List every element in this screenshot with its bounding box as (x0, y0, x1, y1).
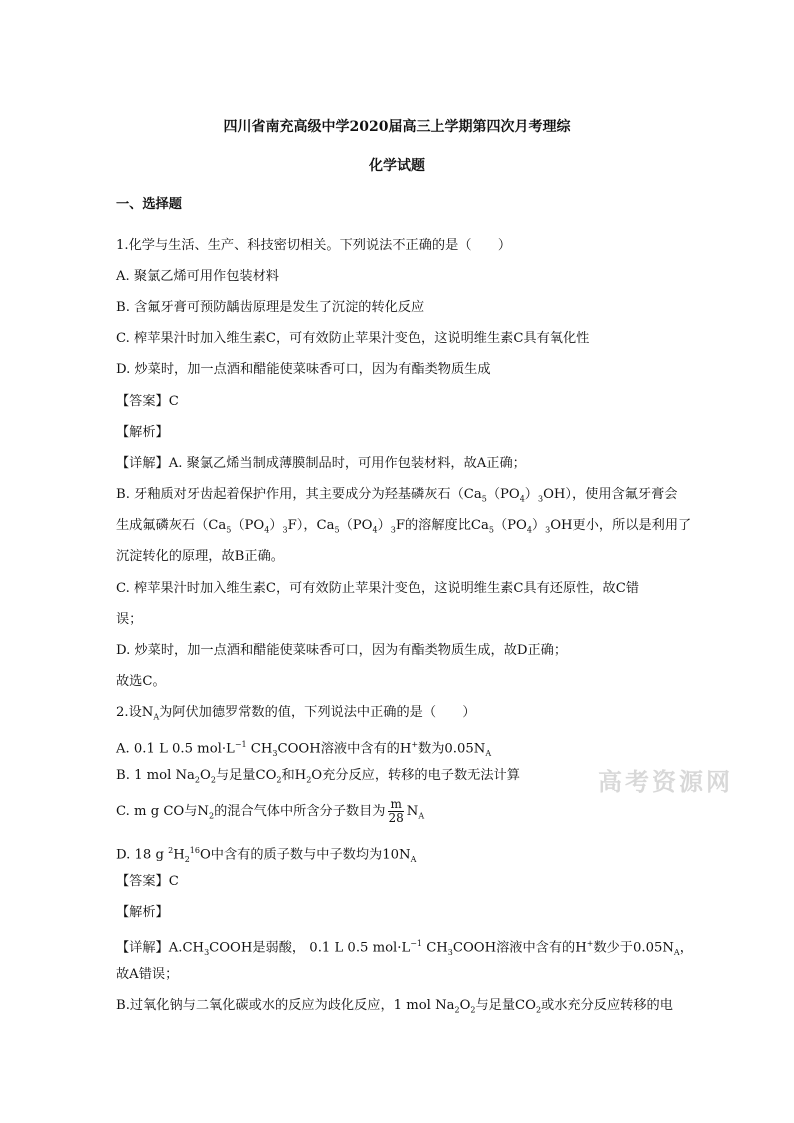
fraction-m-over-28: $\frac{m}{28}$ (388, 797, 404, 825)
q2-option-a: A. 0.1 L 0.5 $mol\cdot L^{-1}$ $CH_3COOH$溶液中含有的H+数为$0.05N_A$ (116, 740, 492, 759)
document-title: 四川省南充高级中学2020届高三上学期第四次月考理综 (223, 119, 571, 135)
q1-detail-b-line2: 生成氟磷灰石$(Ca_5(PO_4)_3F)$，$Ca_5(PO_4)_3F$的溶解度比$Ca_5(PO_4)_3OH$更小，所以是利用了 (116, 518, 692, 535)
q1-answer: 【答案】C (116, 394, 179, 409)
q2-analysis-label: 【解析】 (116, 905, 169, 920)
q1-option-b: B. 含氟牙膏可预防龋齿原理是发生了沉淀的转化反应 (116, 300, 425, 315)
q2-option-c: C. m g CO与$N_2$的混合气体中所含分子数目为 $\frac{m}{28}$ $N_A$ (116, 797, 425, 825)
q1-option-a: A. 聚氯乙烯可用作包装材料 (116, 269, 279, 284)
q2-detail-a-line1: 【详解】$A.CH_3COOH$是弱酸， 0.1 L 0.5 $mol\cdot L^{-1}$ $CH_3COOH$溶液中含有的H+数少于$0.05N_A$， (116, 939, 693, 958)
document-subtitle: 化学试题 (369, 158, 425, 174)
q1-conclusion: 故选C。 (116, 674, 166, 689)
q2-stem: 2.设$N_A$为阿伏加德罗常数的值，下列说法中正确的是（ ） (116, 705, 476, 722)
q1-detail-b-line1: B. 牙釉质对牙齿起着保护作用，其主要成分为羟基磷灰石$(Ca_5(PO_4)_3OH)$，使用含氟牙膏会 (116, 487, 678, 504)
q1-detail-c-line1: C. 榨苹果汁时加入维生素C，可有效防止苹果汁变色，这说明维生素C具有还原性，故C错 (116, 581, 640, 596)
q2-detail-a-line2: 故A错误； (116, 967, 179, 982)
q2-option-d: D. 18 g $^2H_2^{16}O$中含有的质子数与中子数均为$10N_A$ (116, 846, 417, 865)
q2-option-b: B. 1 mol $Na_2O_2$与足量$CO_2$和$H_2O$充分反应，转移的电子数无法计算 (116, 768, 520, 785)
q2-detail-b: B.过氧化钠与二氧化碳或水的反应为歧化反应，1 mol $Na_2O_2$与足量$CO_2$或水充分反应转移的电 (116, 998, 673, 1015)
q1-detail-a: 【详解】A. 聚氯乙烯当制成薄膜制品时，可用作包装材料，故A正确； (116, 456, 526, 471)
q1-analysis-label: 【解析】 (116, 425, 169, 440)
q1-stem: 1.化学与生活、生产、科技密切相关。下列说法不正确的是（ ） (116, 238, 512, 253)
q1-detail-b-line3: 沉淀转化的原理，故B正确。 (116, 549, 284, 564)
section-heading: 一、选择题 (116, 197, 182, 212)
q1-option-c: C. 榨苹果汁时加入维生素C，可有效防止苹果汁变色，这说明维生素C具有氧化性 (116, 331, 590, 346)
q1-detail-d: D. 炒菜时，加一点酒和醋能使菜味香可口，因为有酯类物质生成，故D正确； (116, 643, 568, 658)
q1-option-d: D. 炒菜时，加一点酒和醋能使菜味香可口，因为有酯类物质生成 (116, 362, 491, 377)
watermark: 高考资源网 (598, 767, 733, 796)
q1-detail-c-line2: 误； (116, 612, 143, 627)
q2-answer: 【答案】C (116, 874, 179, 889)
